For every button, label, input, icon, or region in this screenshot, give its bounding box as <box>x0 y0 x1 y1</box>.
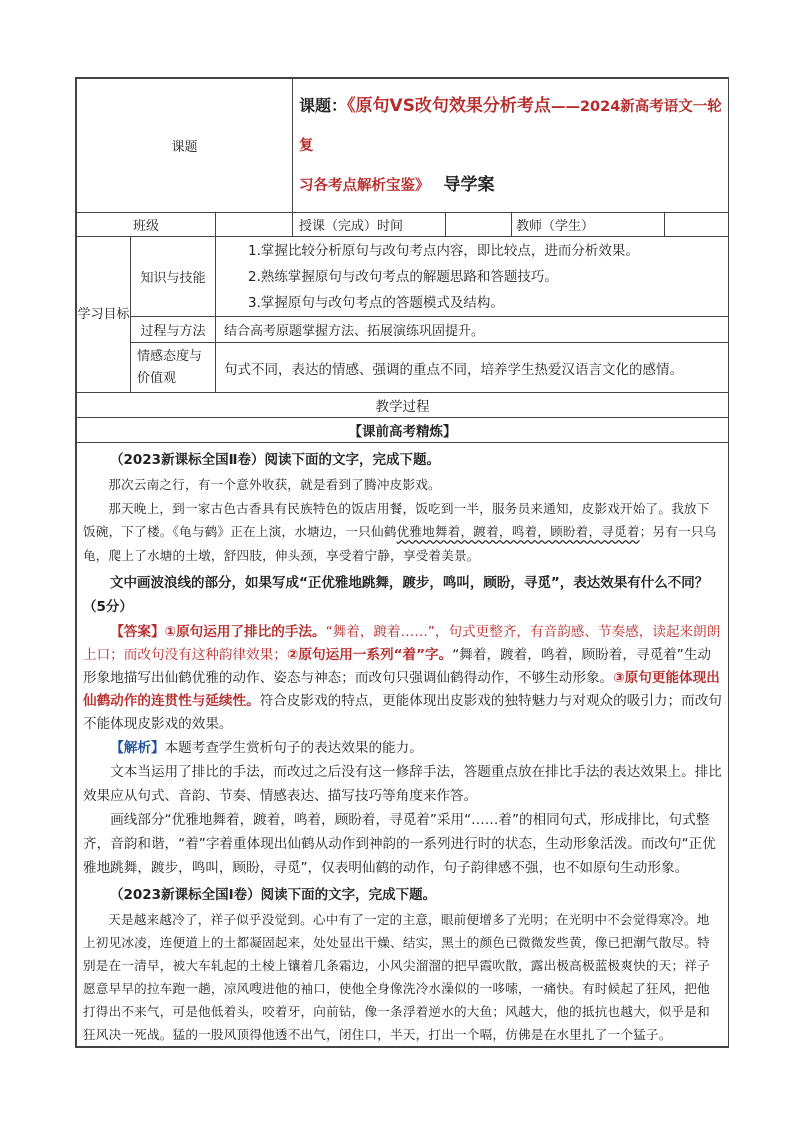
knowledge-item: 1.掌握比较分析原句与改句考点内容，即比较点，进而分析效果。 <box>248 242 639 259</box>
q2-passage: 天是越来越冷了，祥子似乎没觉到。心中有了一定的主意，眼前便增多了光明；在光明中不会觉得寒冷。地上初见冰凌，连便道上的土都凝固起来，处处显出干燥、结实，黑土的颜色已微微发些黄，像已把潮气散尽。特别是在一清早，被大车轧起的土棱上镶着几条霜边，小风尖溜溜的把早霞吹散，露出极高极蓝极爽快的天；祥子愿意早早的拉车跑一趟，凉风嗖进他的袖口，使他全身像洗冷水澡似的一哆嗦，一痛快。有时候起了狂风，把他打得出不来气，可是他低着头，咬着牙，向前钻，像一条浮着逆水的大鱼；风越大，他的抵抗也越大，似乎是和狂风决一死战。猛的一股风顶得他透不出气，闭住口，半天，打出一个嗝，仿佛是在水里扎了一个猛子。 <box>83 912 710 1042</box>
section-title: 教学过程 <box>77 393 729 418</box>
knowledge-item: 3.掌握原句与改句考点的答题模式及结构。 <box>248 294 504 311</box>
q1-intro: （2023新课标全国Ⅱ卷）阅读下面的文字，完成下题。 <box>110 452 440 468</box>
objectives-label: 学习目标 <box>77 237 131 393</box>
q1-passage-1: 那次云南之行，有一个意外收获，就是看到了腾冲皮影戏。 <box>108 477 441 492</box>
worksheet-table <box>76 78 729 1047</box>
class-value <box>216 213 293 237</box>
teacher-value <box>665 213 729 237</box>
process-text: 结合高考原题掌握方法、拓展演练巩固提升。 <box>216 317 729 343</box>
q1-answer: 【答案】①原句运用了排比的手法。“舞着，踱着……”，句式更整齐，有音韵感、节奏感，读起来朗朗上口；而改句没有这种韵律效果；②原句运用一系列“着”字。“舞着，踱着，鸣着，顾盼着，寻觅着”生动形象地描写出仙鹤优雅的动作、姿态与神态；而改句只强调仙鹤得动作，不够生动形象。③原句更能体现出仙鹤动作的连贯性与延续性。符合皮影戏的特点，更能体现出皮影戏的独特魅力与对观众的吸引力；而改句不能体现皮影戏的效果。 <box>83 624 722 732</box>
wavy-underline-text: 优雅地舞着，踱着，鸣着，顾盼着，寻觅着 <box>396 524 640 539</box>
content-body <box>77 443 729 1047</box>
emotion-text: 句式不同，表达的情感、强调的重点不同，培养学生热爱汉语言文化的感情。 <box>216 343 729 393</box>
q2-intro: （2023新课标全国Ⅰ卷）阅读下面的文字，完成下题。 <box>110 887 437 903</box>
time-value <box>446 213 512 237</box>
knowledge-label: 知识与技能 <box>131 237 216 317</box>
teacher-label: 教师（学生） <box>512 213 665 237</box>
page-title: 课题：《原句VS改句效果分析考点——2024新高考语文一轮复 习各考点解析宝鉴》 导学案 <box>293 79 729 213</box>
q1-analysis: 【解析】本题考查学生赏析句子的表达效果的能力。 <box>110 740 423 756</box>
worksheet <box>75 77 729 1048</box>
knowledge-item: 2.熟练掌握原句与改句考点的解题思路和答题技巧。 <box>248 268 558 285</box>
topic-label: 课题 <box>77 79 293 213</box>
process-label: 过程与方法 <box>131 317 216 343</box>
emotion-label: 情感态度与价值观 <box>131 343 216 393</box>
time-label: 授课（完成）时间 <box>293 213 446 237</box>
knowledge-list <box>216 237 729 317</box>
q1-analysis-3: 画线部分“优雅地舞着，踱着，鸣着，顾盼着，寻觅着”采用“……着”的相同句式，形成排比，句式整齐，音韵和谐，“着”字着重体现出仙鹤从动作到神韵的一系列进行时的状态，生动形象活泼。而改句“正优雅地跳舞，踱步，鸣叫，顾盼，寻觅”，仅表明仙鹤的动作，句子韵律感不强，也不如原句生动形象。 <box>83 812 716 876</box>
q1-question: 文中画波浪线的部分，如果写成“正优雅地跳舞，踱步，鸣叫，顾盼，寻觅”，表达效果有什么不同？（5分） <box>83 575 709 615</box>
q1-passage-2: 那天晚上，到一家古色古香具有民族特色的饭店用餐，饭吃到一半，服务员来通知，皮影戏开始了。我放下饭碗，下了楼。《龟与鹤》正在上演，水塘边，一只仙鹤优雅地舞着，踱着，鸣着，顾盼着，寻觅着；另有一只乌龟，爬上了水塘的土墩，舒四肢，伸头颈，享受着宁静，享受着美景。 <box>83 500 717 563</box>
section-subtitle: 【课前高考精炼】 <box>77 418 729 443</box>
class-label: 班级 <box>77 213 216 237</box>
q1-analysis-2: 文本当运用了排比的手法，而改过之后没有这一修辞手法，答题重点放在排比手法的表达效果上。排比效果应从句式、音韵、节奏、情感表达、描写技巧等角度来作答。 <box>83 764 722 804</box>
